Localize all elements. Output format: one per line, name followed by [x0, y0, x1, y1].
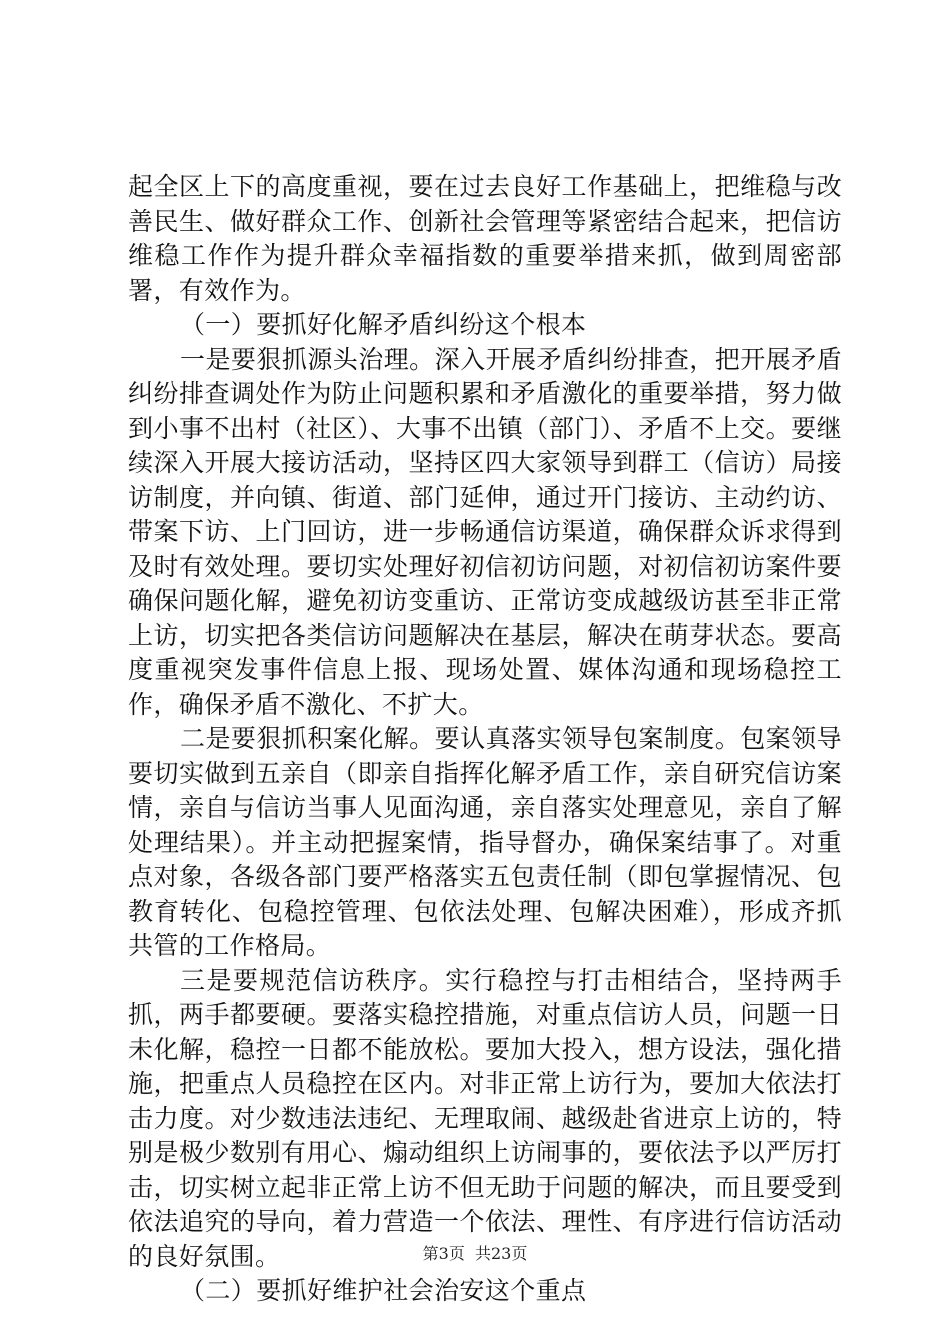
page-footer: [0, 1244, 950, 1264]
paragraph-continuation: 起全区上下的高度重视，要在过去良好工作基础上，把维稳与改善民生、做好群众工作、创新社会管理等紧密结合起来，把信访维稳工作作为提升群众幸福指数的重要举措来抓，做到周密部署，有效作为。: [128, 172, 842, 305]
paragraph-petition-order: 三是要规范信访秩序。实行稳控与打击相结合，坚持两手抓，两手都要硬。要落实稳控措施，对重点信访人员，问题一日未化解，稳控一日都不能放松。要加大投入，想方设法，强化措施，把重点人员稳控在区内。对非正常上访行为，要加大依法打击力度。对少数违法违纪、无理取闹、越级赴省进京上访的，特别是极少数别有用心、煽动组织上访闹事的，要依法予以严厉打击，切实树立起非正常上访不但无助于问题的解决，而且要受到依法追究的导向，着力营造一个依法、理性、有序进行信访活动的良好氛围。: [128, 965, 842, 1271]
paragraph-source-governance: 一是要狠抓源头治理。深入开展矛盾纠纷排查，把开展矛盾纠纷排查调处作为防止问题积累和矛盾激化的重要举措，努力做到小事不出村（社区）、大事不出镇（部门）、矛盾不上交。要继续深入开展大接访活动，坚持区四大家领导到群工（信访）局接访制度，并向镇、街道、部门延伸，通过开门接访、主动约访、带案下访、上门回访，进一步畅通信访渠道，确保群众诉求得到及时有效处理。要切实处理好初信初访问题，对初信初访案件要确保问题化解，避免初访变重访、正常访变成越级访甚至非正常上访，切实把各类信访问题解决在基层，解决在萌芽状态。要高度重视突发事件信息上报、现场处置、媒体沟通和现场稳控工作，确保矛盾不激化、不扩大。: [128, 344, 842, 719]
page-number: 第3页 共23页: [422, 1244, 528, 1263]
section-heading-1: （一）要抓好化解矛盾纠纷这个根本: [180, 310, 587, 339]
document-body: [128, 170, 842, 1309]
paragraph-backlog-cases: 二是要狠抓积案化解。要认真落实领导包案制度。包案领导要切实做到五亲自（即亲自指挥化解矛盾工作，亲自研究信访案情，亲自与信访当事人见面沟通，亲自落实处理意见，亲自了解处理结果）。并主动把握案情，指导督办，确保案结事了。对重点对象，各级各部门要严格落实五包责任制（即包掌握情况、包教育转化、包稳控管理、包依法处理、包解决困难），形成齐抓共管的工作格局。: [128, 724, 842, 960]
section-heading-2: （二）要抓好维护社会治安这个重点: [180, 1276, 587, 1305]
